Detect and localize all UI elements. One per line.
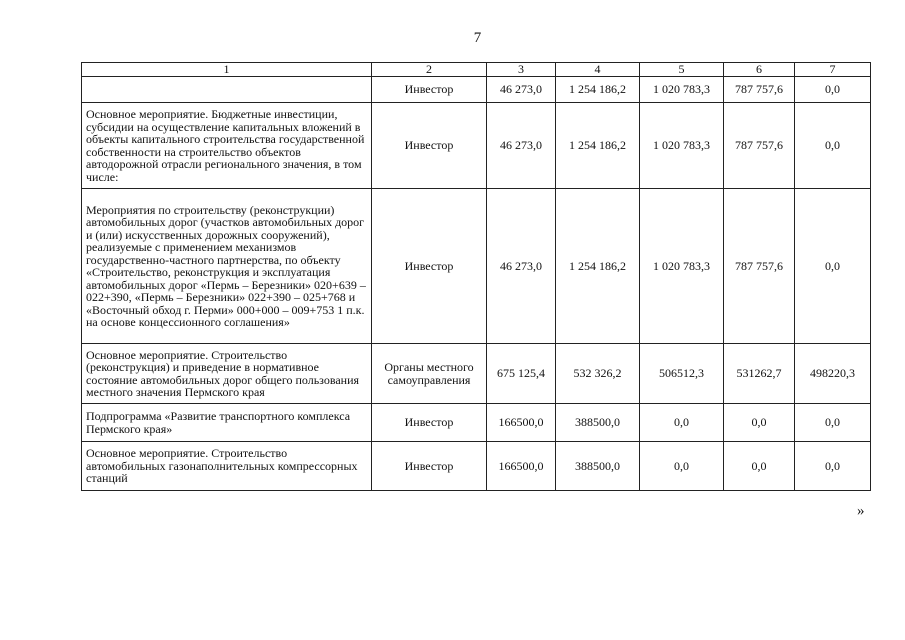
value-cell: 388500,0 bbox=[556, 442, 640, 491]
value-cell: 0,0 bbox=[795, 103, 871, 189]
value-cell: 0,0 bbox=[724, 404, 795, 442]
column-header: 2 bbox=[372, 63, 487, 77]
value-cell: 532 326,2 bbox=[556, 344, 640, 404]
value-cell: 166500,0 bbox=[487, 404, 556, 442]
value-cell: 787 757,6 bbox=[724, 103, 795, 189]
column-header: 1 bbox=[82, 63, 372, 77]
column-header: 7 bbox=[795, 63, 871, 77]
value-cell: 506512,3 bbox=[640, 344, 724, 404]
executor-cell: Инвестор bbox=[372, 77, 487, 103]
executor-cell: Органы местного самоуправления bbox=[372, 344, 487, 404]
value-cell: 498220,3 bbox=[795, 344, 871, 404]
closing-quote: » bbox=[857, 503, 865, 519]
value-cell: 46 273,0 bbox=[487, 103, 556, 189]
executor-cell: Инвестор bbox=[372, 442, 487, 491]
value-cell: 787 757,6 bbox=[724, 189, 795, 344]
value-cell: 1 254 186,2 bbox=[556, 189, 640, 344]
activity-name-cell bbox=[82, 77, 372, 103]
value-cell: 1 020 783,3 bbox=[640, 103, 724, 189]
value-cell: 1 020 783,3 bbox=[640, 189, 724, 344]
column-header: 5 bbox=[640, 63, 724, 77]
column-header: 4 bbox=[556, 63, 640, 77]
table-row bbox=[82, 344, 871, 404]
value-cell: 0,0 bbox=[795, 442, 871, 491]
column-header: 6 bbox=[724, 63, 795, 77]
activity-name-cell: Основное мероприятие. Строительство (реконструкция) и приведение в нормативное состояние автомобильных дорог общего пользования местного значения Пермского края bbox=[82, 344, 372, 404]
table-row bbox=[82, 103, 871, 189]
table-row bbox=[82, 77, 871, 103]
value-cell: 0,0 bbox=[724, 442, 795, 491]
page-number: 7 bbox=[473, 30, 482, 46]
value-cell: 0,0 bbox=[640, 442, 724, 491]
value-cell: 1 020 783,3 bbox=[640, 77, 724, 103]
activity-name-cell: Мероприятия по строительству (реконструкции) автомобильных дорог (участков автомобильных дорог и (или) искусственных дорожных сооружений), реализуемые с применением механизмов государственно-частного партнерства, по объекту «Строительство, реконструкция и эксплуатация автомобильных дорог «Пермь – Березники» 020+639 – 022+390, «Пермь – Березники» 022+390 – 025+768 и «Восточный обход г. Перми» 000+000 – 009+753 1 п.к. на основе концессионного соглашения» bbox=[82, 189, 372, 344]
executor-cell: Инвестор bbox=[372, 404, 487, 442]
value-cell: 166500,0 bbox=[487, 442, 556, 491]
value-cell: 388500,0 bbox=[556, 404, 640, 442]
table-row bbox=[82, 189, 871, 344]
column-header: 3 bbox=[487, 63, 556, 77]
value-cell: 531262,7 bbox=[724, 344, 795, 404]
activity-name-cell: Основное мероприятие. Бюджетные инвестиции, субсидии на осуществление капитальных вложений в объекты капитального строительства государственной собственности на строительство объектов автодорожной отрасли регионального значения, в том числе: bbox=[82, 103, 372, 189]
value-cell: 675 125,4 bbox=[487, 344, 556, 404]
table-row bbox=[82, 404, 871, 442]
value-cell: 46 273,0 bbox=[487, 189, 556, 344]
executor-cell: Инвестор bbox=[372, 103, 487, 189]
table-row bbox=[82, 442, 871, 491]
value-cell: 0,0 bbox=[795, 77, 871, 103]
value-cell: 1 254 186,2 bbox=[556, 77, 640, 103]
value-cell: 0,0 bbox=[640, 404, 724, 442]
executor-cell: Инвестор bbox=[372, 189, 487, 344]
subprogram-name-cell: Подпрограмма «Развитие транспортного комплекса Пермского края» bbox=[82, 404, 372, 442]
value-cell: 0,0 bbox=[795, 404, 871, 442]
value-cell: 46 273,0 bbox=[487, 77, 556, 103]
activity-name-cell: Основное мероприятие. Строительство автомобильных газонаполнительных компрессорных станций bbox=[82, 442, 372, 491]
value-cell: 1 254 186,2 bbox=[556, 103, 640, 189]
program-financing-table bbox=[81, 62, 871, 491]
value-cell: 0,0 bbox=[795, 189, 871, 344]
column-number-row bbox=[82, 63, 871, 77]
value-cell: 787 757,6 bbox=[724, 77, 795, 103]
